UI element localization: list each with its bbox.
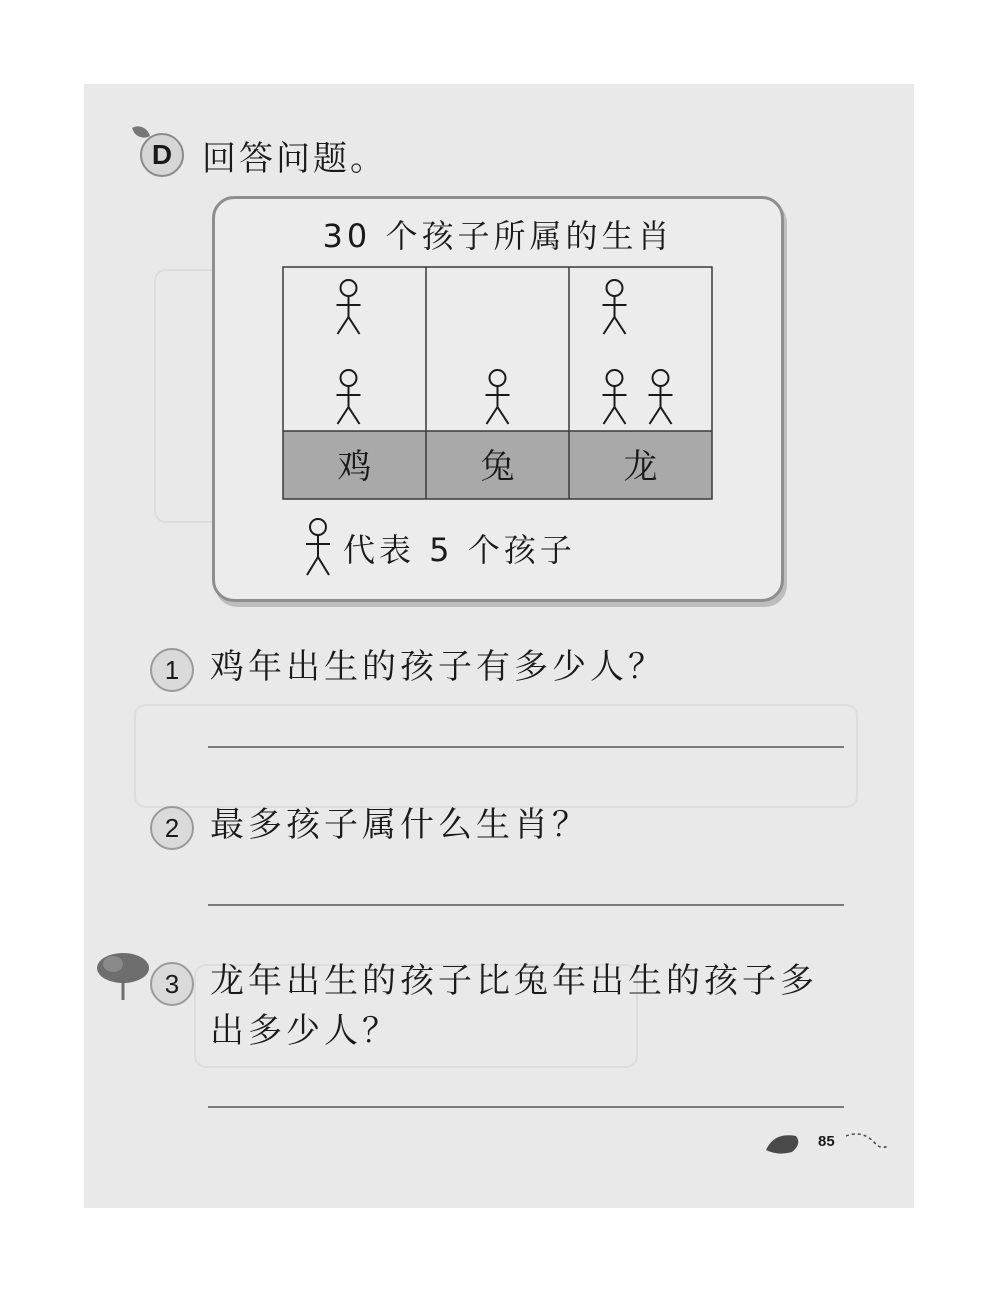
stick-figure-icon	[303, 517, 333, 579]
chart-legend	[303, 517, 576, 579]
question-2-text: 最多孩子属什么生肖？	[210, 805, 590, 845]
category-label: 鸡	[337, 447, 372, 487]
section-header	[140, 125, 387, 185]
tree-icon	[95, 948, 151, 1004]
section-badge	[140, 133, 184, 177]
page-number: 85	[818, 1133, 835, 1150]
section-title: 回答问题。	[202, 138, 387, 179]
category-label: 龙	[623, 447, 658, 487]
pictograph-column	[603, 280, 673, 424]
stick-figure-icon	[649, 370, 673, 424]
question-3-text: 龙年出生的孩子比兔年出生的孩子多出多少人？	[210, 961, 818, 1051]
stick-figure-icon	[337, 280, 361, 334]
question-3	[150, 956, 850, 1056]
show-through-box	[134, 704, 858, 808]
question-3-badge: 3	[150, 962, 194, 1006]
question-2-badge: 2	[150, 806, 194, 850]
stick-figure-icon	[603, 280, 627, 334]
question-2	[150, 800, 850, 850]
chart-title: 30 个孩子所属的生肖	[322, 217, 674, 255]
pictograph-column	[486, 370, 510, 424]
stick-figure-icon	[486, 370, 510, 424]
stick-figure-icon	[603, 370, 627, 424]
question-1-badge: 1	[150, 648, 194, 692]
answer-line-3[interactable]	[208, 1106, 844, 1108]
category-label: 兔	[480, 447, 515, 487]
pictograph-column	[337, 280, 361, 424]
pictograph-card	[212, 196, 784, 602]
question-1-text: 鸡年出生的孩子有多少人？	[210, 647, 666, 687]
stick-figure-icon	[337, 370, 361, 424]
section-badge-letter: D	[151, 139, 173, 170]
answer-line-2[interactable]	[208, 904, 844, 906]
legend-text: 代表 5 个孩子	[343, 531, 576, 569]
question-1	[150, 642, 850, 692]
answer-line-1[interactable]	[208, 746, 844, 748]
